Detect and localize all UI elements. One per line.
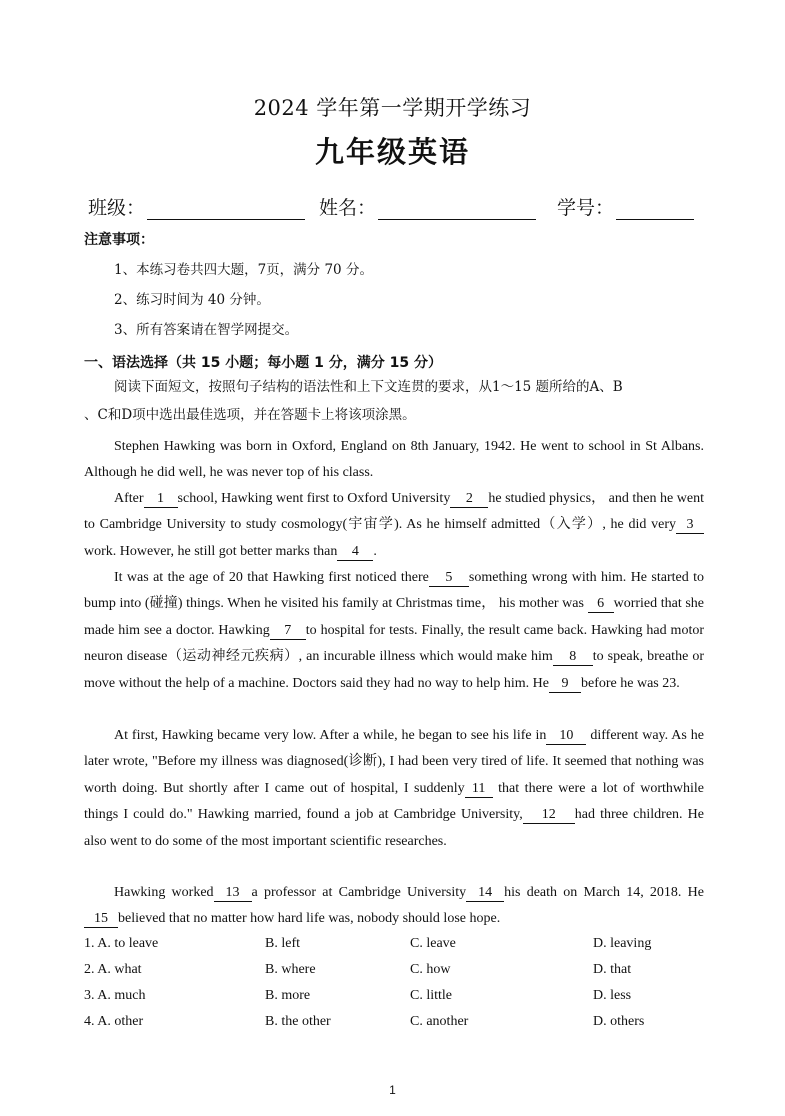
name-field xyxy=(319,193,536,220)
passage-paragraph-2 xyxy=(84,486,704,565)
exam-title: 2024 学年第一学期开学练习 xyxy=(253,96,532,120)
notice-title: 注意事项： xyxy=(84,232,154,248)
notice-item: 3、所有答案请在智学网提交。 xyxy=(114,322,299,338)
notice-item: 1、本练习卷共四大题，7页，满分 70 分。 xyxy=(114,262,373,278)
blank-15: 15 xyxy=(84,911,118,928)
option-row xyxy=(84,1014,704,1036)
option-d[interactable]: D. leaving xyxy=(593,936,652,951)
section-title: 一、语法选择（共 15 小题；每小题 1 分，满分 15 分） xyxy=(84,355,442,371)
option-c[interactable]: C. another xyxy=(410,1014,469,1029)
blank-12: 12 xyxy=(523,807,575,824)
class-label: 班级： xyxy=(88,197,146,219)
class-blank xyxy=(147,199,305,220)
option-a[interactable]: 4. A. other xyxy=(84,1014,144,1029)
name-label: 姓名： xyxy=(319,197,377,219)
blank-7: 7 xyxy=(270,623,306,640)
passage-text: had three children. He also went to do some of the most important scientific researches. xyxy=(84,807,704,849)
option-row xyxy=(84,936,704,958)
option-row xyxy=(84,962,704,984)
section-instruction-cont: 、C和D项中选出最佳选项，并在答题卡上将该项涂黑。 xyxy=(84,407,416,423)
passage-text: At first, Hawking became very low. After a while, he began to see his life in xyxy=(114,728,547,743)
option-a[interactable]: 2. A. what xyxy=(84,962,142,977)
blank-6: 6 xyxy=(588,596,614,613)
passage-text: believed that no matter how hard life was, nobody should lose hope. xyxy=(118,911,501,927)
blank-9: 9 xyxy=(549,676,581,693)
passage-text: a professor at Cambridge University xyxy=(251,885,467,900)
passage-paragraph-4 xyxy=(84,723,704,855)
passage-text: that there were a lot of worthwhile things I could do." Hawking married, found a job at Cambridge University, xyxy=(84,780,705,823)
passage-text: school, Hawking went first to Oxford University xyxy=(177,491,451,506)
passage-text: . xyxy=(373,543,377,559)
passage-text: It was at the age of 20 that Hawking first noticed there xyxy=(114,570,429,585)
blank-11: 11 xyxy=(465,781,493,798)
option-d[interactable]: D. others xyxy=(593,1014,645,1029)
blank-4: 4 xyxy=(337,544,373,561)
option-c[interactable]: C. little xyxy=(410,988,452,1003)
option-d[interactable]: D. less xyxy=(593,988,632,1003)
subject-title: 九年级英语 xyxy=(314,135,470,169)
option-d[interactable]: D. that xyxy=(593,962,632,977)
blank-1: 1 xyxy=(144,491,178,508)
option-c[interactable]: C. leave xyxy=(410,936,456,951)
passage-text: to speak, breathe or move without the help of a machine. Doctors said they had no way to help him. He xyxy=(84,649,704,691)
passage-text: Hawking worked xyxy=(114,885,214,900)
blank-13: 13 xyxy=(214,885,252,902)
option-b[interactable]: B. more xyxy=(265,988,311,1003)
option-row xyxy=(84,988,704,1010)
passage-text: worried that she made him see a doctor. Hawking xyxy=(84,596,705,638)
option-b[interactable]: B. the other xyxy=(265,1014,331,1029)
student-id-field xyxy=(557,193,694,220)
passage-paragraph-5 xyxy=(84,880,704,933)
blank-3: 3 xyxy=(676,517,704,534)
option-a[interactable]: 1. A. to leave xyxy=(84,936,159,951)
blank-10: 10 xyxy=(546,728,586,745)
passage-text: After xyxy=(114,491,144,506)
passage-text: work. However, he still got better marks than xyxy=(84,543,338,559)
blank-8: 8 xyxy=(553,649,593,666)
passage-paragraph-3 xyxy=(84,565,704,697)
passage-text: something wrong with him. He started to bump into (碰撞) things. When he visited his family at Christmas time， his mother was xyxy=(84,570,704,612)
passage-text: to hospital for tests. Finally, the result came back. Hawking had motor neuron disease（运动神经元疾病）, an incurable illness which would make him xyxy=(84,622,704,665)
notice-item: 2、练习时间为 40 分钟。 xyxy=(114,292,270,308)
section-instruction: 阅读下面短文，按照句子结构的语法性和上下文连贯的要求，从1～15 题所给的A、B xyxy=(114,379,623,395)
page-number: 1 xyxy=(389,1083,396,1097)
student-id-blank xyxy=(616,199,694,220)
passage-text: different way. As he later wrote, "Before my illness was diagnosed(诊断), I had been very tired of life. It seemed that nothing was worth doing. But shortly after I came out of hospital, I suddenly xyxy=(84,728,705,796)
passage-text: he studied physics， and then he went to Cambridge University to study cosmology(宇宙学). As he himself admitted（入学）, he did very xyxy=(84,491,704,533)
class-field xyxy=(88,193,305,220)
option-b[interactable]: B. left xyxy=(265,936,300,951)
blank-2: 2 xyxy=(450,491,488,508)
option-b[interactable]: B. where xyxy=(265,962,316,977)
blank-5: 5 xyxy=(429,570,469,587)
passage-text: before he was 23. xyxy=(581,675,680,691)
option-c[interactable]: C. how xyxy=(410,962,451,977)
student-id-label: 学号： xyxy=(557,197,615,219)
name-blank xyxy=(378,199,536,220)
passage-paragraph-1: Stephen Hawking was born in Oxford, England on 8th January, 1942. He went to school in St Albans. Although he did well, he was never top of his class. xyxy=(84,439,704,481)
passage-text: his death on March 14, 2018. He xyxy=(504,885,704,900)
student-info-row xyxy=(88,193,708,223)
option-a[interactable]: 3. A. much xyxy=(84,988,146,1003)
blank-14: 14 xyxy=(466,885,504,902)
